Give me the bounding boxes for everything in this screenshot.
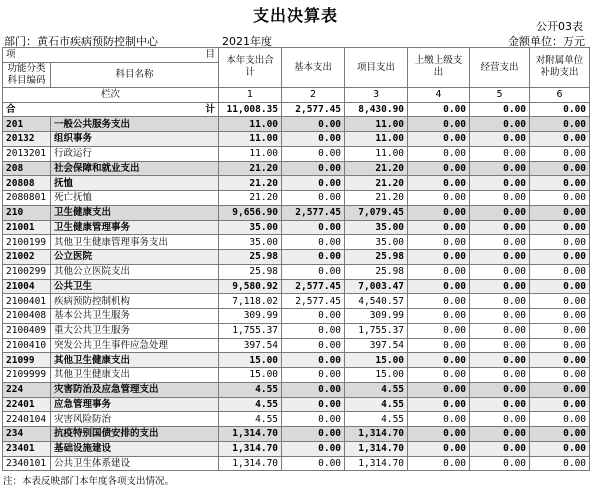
row-name: 灾害风险防治 [51,412,219,427]
row-name: 突发公共卫生事件应急处理 [51,338,219,353]
row-value: 0.00 [530,161,590,176]
row-value: 11.00 [345,132,408,147]
row-value: 0.00 [530,250,590,265]
row-value: 4.55 [219,382,282,397]
row-value: 0.00 [408,397,470,412]
row-value: 0.00 [282,220,345,235]
col-header-total: 本年支出合计 [219,48,282,88]
row-value: 0.00 [530,294,590,309]
row-value: 0.00 [470,368,530,383]
row-value: 0.00 [408,456,470,471]
row-value: 4.55 [219,412,282,427]
row-name: 死亡抚恤 [51,191,219,206]
row-value: 0.00 [530,456,590,471]
row-value: 11.00 [345,146,408,161]
row-code: 2100199 [3,235,51,250]
row-value: 0.00 [470,397,530,412]
row-value: 0.00 [470,191,530,206]
report-title: 支出决算表 [252,6,338,25]
row-value: 0.00 [470,427,530,442]
row-name: 组织事务 [51,132,219,147]
row-value: 11.00 [345,117,408,132]
row-value: 0.00 [530,235,590,250]
row-value: 1,314.70 [219,456,282,471]
table-row [3,368,590,383]
col-header-basic: 基本支出 [282,48,345,88]
row-code: 208 [3,161,51,176]
row-name: 公立医院 [51,250,219,265]
row-value: 0.00 [408,161,470,176]
fiscal-year: 2021年度 [222,35,272,48]
row-name: 一般公共服务支出 [51,117,219,132]
row-value: 0.00 [530,441,590,456]
row-name: 其他卫生健康支出 [51,353,219,368]
table-row [3,456,590,471]
lanci-num-1: 1 [219,87,282,102]
row-value: 4.55 [345,382,408,397]
row-value: 0.00 [408,441,470,456]
proj-cell [3,48,219,63]
row-value: 1,314.70 [345,456,408,471]
row-value: 0.00 [282,176,345,191]
total-value: 0.00 [530,102,590,117]
row-value: 0.00 [408,338,470,353]
table-row [3,441,590,456]
row-value: 0.00 [408,264,470,279]
row-code: 2109999 [3,368,51,383]
row-value: 0.00 [282,309,345,324]
row-name: 卫生健康支出 [51,205,219,220]
row-value: 0.00 [282,235,345,250]
row-value: 1,755.37 [219,323,282,338]
row-value: 0.00 [530,323,590,338]
row-value: 0.00 [530,220,590,235]
table-row [3,323,590,338]
row-code: 21099 [3,353,51,368]
row-value: 0.00 [408,176,470,191]
row-value: 0.00 [530,382,590,397]
row-value: 0.00 [530,205,590,220]
total-value: 11,008.35 [219,102,282,117]
amount-unit: 金额单位：万元 [508,35,585,48]
row-value: 7,118.02 [219,294,282,309]
row-name: 其他公立医院支出 [51,264,219,279]
row-value: 0.00 [530,368,590,383]
row-value: 0.00 [470,353,530,368]
row-value: 0.00 [530,176,590,191]
row-value: 0.00 [282,161,345,176]
lanci-num-5: 5 [470,87,530,102]
row-value: 21.20 [345,191,408,206]
row-value: 0.00 [408,412,470,427]
row-value: 0.00 [282,132,345,147]
row-value: 0.00 [408,191,470,206]
row-value: 0.00 [408,368,470,383]
form-code: 公开03表 [536,20,583,33]
row-value: 0.00 [530,412,590,427]
row-value: 0.00 [470,117,530,132]
row-value: 0.00 [408,146,470,161]
row-value: 0.00 [408,323,470,338]
row-value: 25.98 [219,264,282,279]
row-value: 0.00 [408,205,470,220]
row-name: 抗疫特别国债安排的支出 [51,427,219,442]
table-row [3,427,590,442]
row-name: 行政运行 [51,146,219,161]
proj-right-label: 目 [205,49,216,60]
table-row [3,176,590,191]
col-header-project: 项目支出 [345,48,408,88]
total-label-cell [3,102,219,117]
total-value: 2,577.45 [282,102,345,117]
table-row [3,132,590,147]
row-value: 0.00 [470,294,530,309]
row-code: 2100401 [3,294,51,309]
row-value: 0.00 [530,309,590,324]
row-value: 4.55 [345,412,408,427]
row-value: 21.20 [219,176,282,191]
row-value: 0.00 [470,279,530,294]
row-code: 22401 [3,397,51,412]
row-code: 2100410 [3,338,51,353]
table-row [3,250,590,265]
row-value: 0.00 [282,338,345,353]
row-value: 0.00 [282,264,345,279]
table-row [3,235,590,250]
row-value: 397.54 [345,338,408,353]
meta-row [2,33,589,47]
row-value: 0.00 [408,294,470,309]
row-value: 35.00 [345,220,408,235]
row-value: 0.00 [470,382,530,397]
row-name: 公共卫生 [51,279,219,294]
row-value: 0.00 [470,412,530,427]
row-code: 23401 [3,441,51,456]
row-name: 其他卫生健康管理事务支出 [51,235,219,250]
row-value: 0.00 [470,456,530,471]
row-value: 0.00 [470,264,530,279]
row-value: 309.99 [219,309,282,324]
row-code: 20808 [3,176,51,191]
table-row [3,191,590,206]
lanci-num-2: 2 [282,87,345,102]
row-value: 0.00 [470,132,530,147]
row-value: 0.00 [408,353,470,368]
row-value: 0.00 [470,441,530,456]
row-value: 0.00 [470,176,530,191]
row-value: 11.00 [219,117,282,132]
row-code: 21004 [3,279,51,294]
row-value: 21.20 [219,191,282,206]
row-value: 0.00 [470,205,530,220]
row-value: 0.00 [408,235,470,250]
col-header-code: 功能分类科目编码 [3,62,51,87]
table-row [3,309,590,324]
row-name: 重大公共卫生服务 [51,323,219,338]
row-code: 21002 [3,250,51,265]
row-value: 0.00 [282,441,345,456]
row-value: 0.00 [530,117,590,132]
row-code: 2340101 [3,456,51,471]
row-code: 234 [3,427,51,442]
row-name: 应急管理事务 [51,397,219,412]
row-value: 11.00 [219,146,282,161]
row-value: 0.00 [408,427,470,442]
row-value: 35.00 [219,220,282,235]
row-value: 25.98 [345,250,408,265]
lanci-num-3: 3 [345,87,408,102]
col-header-subsidiary: 对附属单位补助支出 [530,48,590,88]
row-value: 0.00 [408,309,470,324]
row-value: 15.00 [345,353,408,368]
row-code: 201 [3,117,51,132]
row-value: 2,577.45 [282,279,345,294]
row-value: 0.00 [408,250,470,265]
row-name: 疾病预防控制机构 [51,294,219,309]
row-value: 0.00 [470,338,530,353]
row-value: 0.00 [282,146,345,161]
row-value: 2,577.45 [282,205,345,220]
row-value: 0.00 [470,161,530,176]
row-value: 0.00 [408,220,470,235]
row-name: 社会保障和就业支出 [51,161,219,176]
row-value: 0.00 [282,117,345,132]
table-row [3,279,590,294]
row-value: 0.00 [282,412,345,427]
row-value: 0.00 [470,220,530,235]
row-value: 0.00 [282,250,345,265]
row-value: 25.98 [345,264,408,279]
col-header-business: 经营支出 [470,48,530,88]
header-lanci-row [3,87,590,102]
lanci-label: 栏次 [3,87,219,102]
row-value: 0.00 [470,235,530,250]
row-code: 2100408 [3,309,51,324]
total-row [3,102,590,117]
total-value: 0.00 [408,102,470,117]
row-name: 基本公共卫生服务 [51,309,219,324]
row-code: 2080801 [3,191,51,206]
row-value: 1,314.70 [345,441,408,456]
table-row [3,353,590,368]
row-value: 309.99 [345,309,408,324]
row-code: 2100409 [3,323,51,338]
row-value: 15.00 [219,353,282,368]
row-value: 0.00 [408,132,470,147]
row-value: 9,656.90 [219,205,282,220]
row-value: 1,314.70 [219,427,282,442]
row-value: 0.00 [530,427,590,442]
row-value: 9,580.92 [219,279,282,294]
row-value: 0.00 [530,146,590,161]
table-row [3,397,590,412]
row-name: 公共卫生体系建设 [51,456,219,471]
col-header-upper: 上缴上级支出 [408,48,470,88]
row-value: 0.00 [530,338,590,353]
table-row [3,382,590,397]
row-name: 灾害防治及应急管理支出 [51,382,219,397]
row-name: 抚恤 [51,176,219,191]
table-row [3,220,590,235]
row-code: 20132 [3,132,51,147]
row-code: 2013201 [3,146,51,161]
col-header-name: 科目名称 [51,62,219,87]
row-value: 0.00 [530,397,590,412]
header-proj-row [3,48,590,63]
table-row [3,338,590,353]
row-value: 0.00 [282,382,345,397]
row-value: 15.00 [345,368,408,383]
row-value: 0.00 [282,191,345,206]
row-value: 21.20 [345,176,408,191]
row-value: 0.00 [282,397,345,412]
table-row [3,117,590,132]
row-value: 0.00 [408,382,470,397]
table-row [3,205,590,220]
row-value: 0.00 [530,353,590,368]
row-name: 卫生健康管理事务 [51,220,219,235]
total-label-right: 计 [205,103,216,115]
row-value: 0.00 [282,427,345,442]
row-value: 7,079.45 [345,205,408,220]
table-row [3,412,590,427]
row-value: 7,003.47 [345,279,408,294]
row-value: 0.00 [282,353,345,368]
row-value: 0.00 [282,368,345,383]
row-value: 0.00 [470,250,530,265]
row-value: 0.00 [470,146,530,161]
total-value: 0.00 [470,102,530,117]
row-value: 0.00 [530,279,590,294]
row-value: 4,540.57 [345,294,408,309]
row-value: 397.54 [219,338,282,353]
row-code: 2100299 [3,264,51,279]
lanci-num-6: 6 [530,87,590,102]
row-value: 0.00 [470,323,530,338]
row-value: 0.00 [282,456,345,471]
row-value: 21.20 [345,161,408,176]
row-value: 0.00 [282,323,345,338]
row-value: 35.00 [345,235,408,250]
footnote: 注：本表反映部门本年度各项支出情况。 [3,476,175,487]
row-name: 基础设施建设 [51,441,219,456]
row-value: 15.00 [219,368,282,383]
total-value: 8,430.90 [345,102,408,117]
table-row [3,146,590,161]
row-code: 224 [3,382,51,397]
row-value: 0.00 [530,191,590,206]
row-value: 0.00 [530,264,590,279]
lanci-num-4: 4 [408,87,470,102]
row-code: 21001 [3,220,51,235]
row-value: 2,577.45 [282,294,345,309]
table-row [3,161,590,176]
row-value: 35.00 [219,235,282,250]
row-value: 0.00 [530,132,590,147]
row-value: 25.98 [219,250,282,265]
row-value: 1,755.37 [345,323,408,338]
total-label-left: 合 [6,103,16,115]
proj-label: 项 [6,49,16,61]
row-value: 4.55 [219,397,282,412]
row-code: 210 [3,205,51,220]
row-value: 0.00 [408,279,470,294]
table-row [3,264,590,279]
row-value: 11.00 [219,132,282,147]
row-value: 0.00 [408,117,470,132]
expenditure-table [2,47,590,471]
row-value: 4.55 [345,397,408,412]
row-value: 21.20 [219,161,282,176]
department-unit: 部门：黄石市疾病预防控制中心 [4,35,158,48]
table-row [3,294,590,309]
row-code: 2240104 [3,412,51,427]
row-name: 其他卫生健康支出 [51,368,219,383]
row-value: 1,314.70 [345,427,408,442]
row-value: 0.00 [470,309,530,324]
row-value: 1,314.70 [219,441,282,456]
